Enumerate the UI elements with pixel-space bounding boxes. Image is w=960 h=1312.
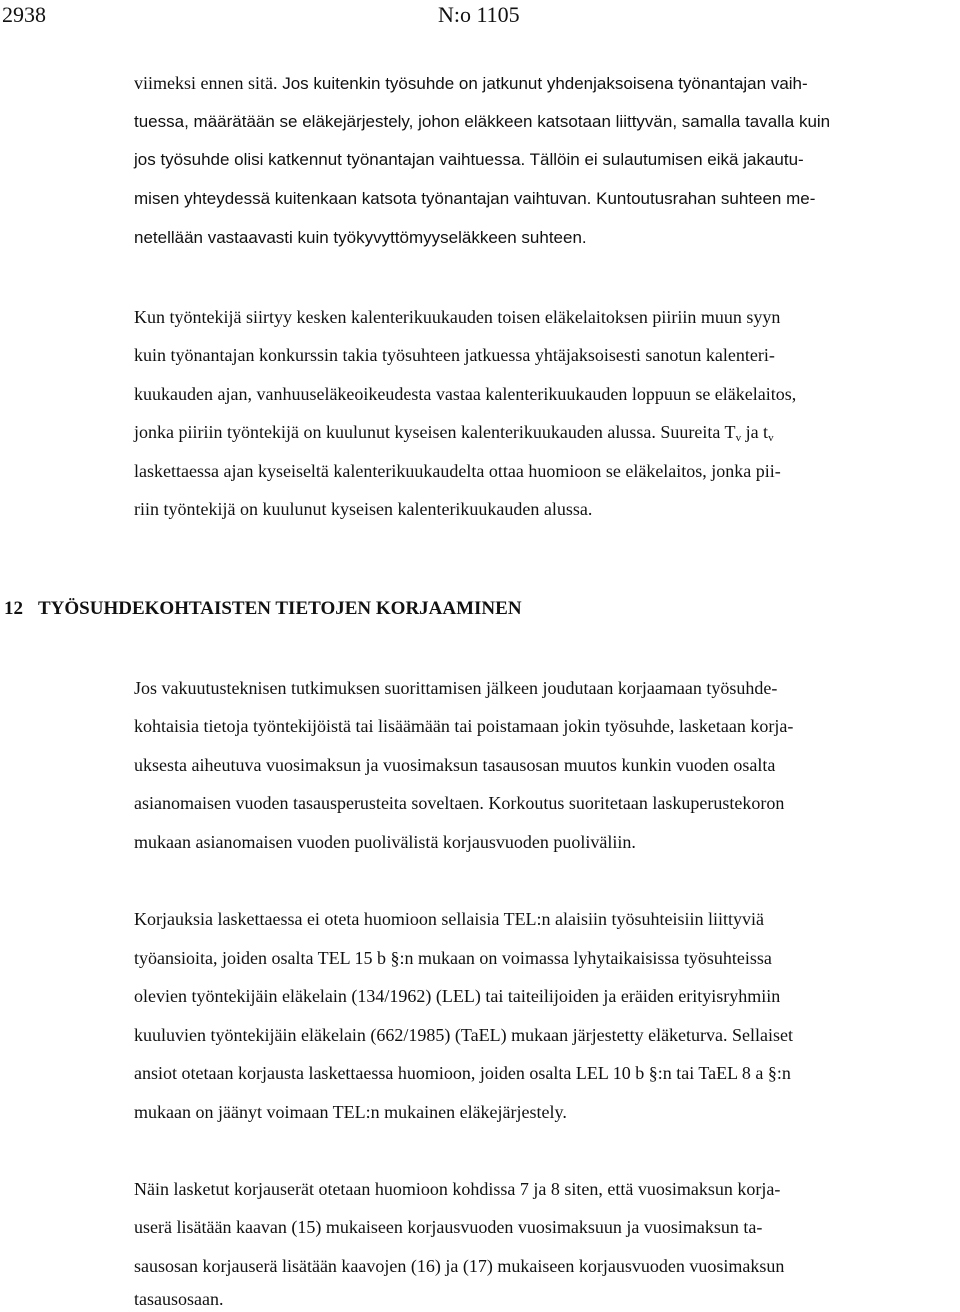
paragraph-2-line-5: laskettaessa ajan kyseiseltä kalenterikuukaudelta ottaa huomioon se eläkelaitos, jonka pii-: [134, 461, 781, 481]
paragraph-2-line-6: riin työntekijä on kuulunut kyseisen kalenterikuukauden alussa.: [134, 499, 593, 519]
paragraph-3-line-1: Jos vakuutusteknisen tutkimuksen suorittamisen jälkeen joudutaan korjaamaan työsuhde-: [134, 678, 778, 698]
paragraph-4-line-4: kuuluvien työntekijäin eläkelain (662/1985) (TaEL) mukaan järjestetty eläketurva. Sellaiset: [134, 1025, 794, 1045]
subscript-v: v: [735, 432, 742, 444]
paragraph-3-line-5: mukaan asianomaisen vuoden puolivälistä korjausvuoden puoliväliin.: [134, 832, 636, 852]
paragraph-2-line-1: Kun työntekijä siirtyy kesken kalenterikuukauden toisen eläkelaitoksen piiriin muun syyn: [134, 307, 781, 327]
document-number: N:o 1105: [438, 2, 520, 27]
paragraph-4-line-1: Korjauksia laskettaessa ei oteta huomioon sellaisia TEL:n alaisiin työsuhteisiin liittyviä: [134, 909, 765, 929]
section-number: 12: [4, 598, 23, 619]
paragraph-5-line-3: sausosan korjauserä lisätään kaavojen (16) ja (17) mukaiseen korjausvuoden vuosimaksun: [134, 1256, 785, 1276]
paragraph-4-line-2: työansioita, joiden osalta TEL 15 b §:n mukaan on voimassa lyhytaikaisissa työsuhteissa: [134, 948, 772, 968]
paragraph-2-line-2: kuin työnantajan konkurssin takia työsuhteen jatkuessa yhtäjaksoisesti sanotun kalenteri-: [134, 345, 775, 365]
subscript-v: v: [768, 432, 774, 444]
paragraph-1-line-1: viimeksi ennen sitä. Jos kuitenkin työsuhde on jatkunut yhdenjaksoisena työnantajan vaih-: [134, 73, 808, 93]
page-header: [2, 2, 960, 32]
paragraph-2-line-3: kuukauden ajan, vanhuuseläkeoikeudesta vastaa kalenterikuukauden loppuun se eläkelaitos,: [134, 384, 797, 404]
section-heading: [4, 597, 522, 621]
paragraph-5-line-1: Näin lasketut korjauserät otetaan huomioon kohdissa 7 ja 8 siten, että vuosimaksun korja-: [134, 1179, 781, 1199]
paragraph-2-line-4: jonka piiriin työntekijä on kuulunut kyseisen kalenterikuukauden alussa. Suureita $T_v$ ja $t_v$: [134, 422, 774, 444]
paragraph-5-line-2: userä lisätään kaavan (15) mukaiseen korjausvuoden vuosimaksuun ja vuosimaksun ta-: [134, 1217, 763, 1237]
paragraph-3-line-2: kohtaisia tietoja työntekijöistä tai lisäämään tai poistamaan jokin työsuhde, lasketaan korja-: [134, 716, 794, 736]
paragraph-3-line-4: asianomaisen vuoden tasausperusteita soveltaen. Korkoutus suoritetaan laskuperustekoron: [134, 793, 785, 813]
paragraph-5-line-4: tasausosaan.: [134, 1289, 224, 1309]
page-number: 2938: [2, 2, 46, 27]
section-title: TYÖSUHDEKOHTAISTEN TIETOJEN KORJAAMINEN: [38, 598, 522, 619]
paragraph-4-line-5: ansiot otetaan korjausta laskettaessa huomioon, joiden osalta LEL 10 b §:n tai TaEL 8 a §:n: [134, 1063, 791, 1083]
paragraph-3-line-3: uksesta aiheutuva vuosimaksun ja vuosimaksun tasausosan muutos kunkin vuoden osalta: [134, 755, 776, 775]
paragraph-4-line-6: mukaan on jäänyt voimaan TEL:n mukainen eläkejärjestely.: [134, 1102, 567, 1122]
paragraph-1-line-4: misen yhteydessä kuitenkaan katsota työnantajan vaihtuvan. Kuntoutusrahan suhteen me-: [134, 189, 816, 208]
paragraph-1-line-5: netellään vastaavasti kuin työkyvyttömyyseläkkeen suhteen.: [134, 228, 587, 247]
paragraph-4-line-3: olevien työntekijäin eläkelain (134/1962) (LEL) tai taiteilijoiden ja eräiden erityisryhmiin: [134, 986, 781, 1006]
paragraph-1-line-2: tuessa, määrätään se eläkejärjestely, johon eläkkeen katsotaan liittyvän, samalla tavalla kuin: [134, 112, 831, 131]
paragraph-1-line-3: jos työsuhde olisi katkennut työnantajan vaihtuessa. Tällöin ei sulautumisen eikä jakautu-: [134, 150, 804, 169]
